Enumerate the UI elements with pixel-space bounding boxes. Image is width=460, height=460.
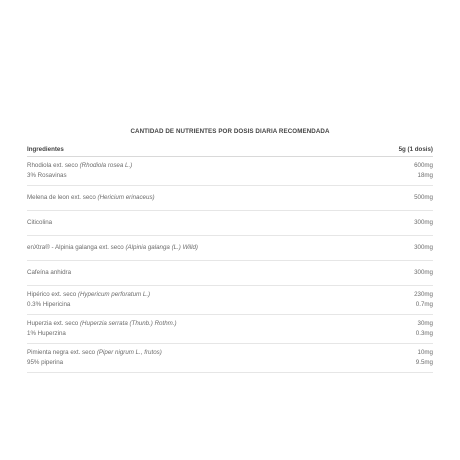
header-ingredients: Ingredientes <box>27 145 64 153</box>
ingredient-amount: 300mg <box>414 269 433 276</box>
ingredient-latin-name: (Alpinia galanga (L.) Willd) <box>125 244 198 251</box>
ingredient-label: 1% Huperzina <box>27 330 66 337</box>
ingredient-amount: 30mg <box>417 320 433 327</box>
header-dose: 5g (1 dosis) <box>398 145 433 153</box>
ingredient-amount: 18mg <box>417 172 433 179</box>
ingredient-name <box>27 218 52 228</box>
ingredient-label: enXtra® - Alpinia galanga ext. seco <box>27 244 126 251</box>
ingredient-amount: 9.5mg <box>415 359 433 366</box>
ingredient-name <box>27 348 162 358</box>
table-row <box>27 186 433 211</box>
ingredient-label: Cafeína anhidra <box>27 269 72 276</box>
ingredient-name <box>27 358 63 368</box>
ingredient-name <box>27 290 150 300</box>
ingredient-label: Huperzia ext. seco <box>27 320 80 327</box>
table-row <box>27 261 433 286</box>
ingredient-line <box>27 218 433 228</box>
ingredient-name <box>27 243 198 253</box>
ingredient-amount: 500mg <box>414 194 433 201</box>
ingredient-label: Rhodiola ext. seco <box>27 162 80 169</box>
ingredient-label: Citicolina <box>27 219 53 226</box>
table-row <box>27 286 433 315</box>
ingredient-line <box>27 193 433 203</box>
ingredient-latin-name: (Huperzia serrata (Thunb.) Rothm.) <box>79 320 177 327</box>
ingredient-amount: 300mg <box>414 244 433 251</box>
ingredient-name <box>27 329 66 339</box>
ingredient-line <box>27 268 433 278</box>
ingredient-label: 95% piperina <box>27 359 64 366</box>
ingredient-name <box>27 268 71 278</box>
sub-ingredient-line <box>27 171 433 181</box>
ingredient-line <box>27 243 433 253</box>
sub-ingredient-line <box>27 329 433 339</box>
ingredient-name <box>27 171 67 181</box>
ingredient-latin-name: (Rhodiola rosea L.) <box>79 162 133 169</box>
nutrient-table <box>27 126 433 373</box>
table-title: CANTIDAD DE NUTRIENTES POR DOSIS DIARIA RECOMENDADA <box>130 128 330 135</box>
ingredient-amount: 0.3mg <box>415 330 433 337</box>
ingredient-name <box>27 319 177 329</box>
sub-ingredient-line <box>27 300 433 310</box>
ingredient-label: Melena de leon ext. seco <box>27 194 98 201</box>
ingredient-label: 3% Rosavinas <box>27 172 67 179</box>
ingredient-label: Pimienta negra ext. seco <box>27 349 97 356</box>
table-row <box>27 157 433 186</box>
ingredient-amount: 600mg <box>414 162 433 169</box>
ingredient-name <box>27 300 70 310</box>
ingredient-latin-name: (Piper nigrum L., frutos) <box>96 349 162 356</box>
ingredient-latin-name: (Hypericum perforatum L.) <box>77 291 151 298</box>
ingredient-name <box>27 161 132 171</box>
table-row <box>27 211 433 236</box>
ingredient-label: Hipérico ext. seco <box>27 291 78 298</box>
ingredient-line <box>27 319 433 329</box>
ingredient-line <box>27 290 433 300</box>
ingredient-amount: 10mg <box>417 349 433 356</box>
ingredient-name <box>27 193 155 203</box>
ingredient-line <box>27 161 433 171</box>
ingredient-amount: 300mg <box>414 219 433 226</box>
ingredient-line <box>27 348 433 358</box>
ingredient-latin-name: (Hericium erinaceus) <box>97 194 155 201</box>
ingredient-amount: 230mg <box>414 291 433 298</box>
table-row <box>27 344 433 373</box>
ingredient-amount: 0.7mg <box>415 301 433 308</box>
sub-ingredient-line <box>27 358 433 368</box>
ingredient-label: 0.3% Hipericina <box>27 301 71 308</box>
table-row <box>27 315 433 344</box>
table-body <box>27 157 433 373</box>
table-row <box>27 236 433 261</box>
table-header <box>27 142 433 157</box>
